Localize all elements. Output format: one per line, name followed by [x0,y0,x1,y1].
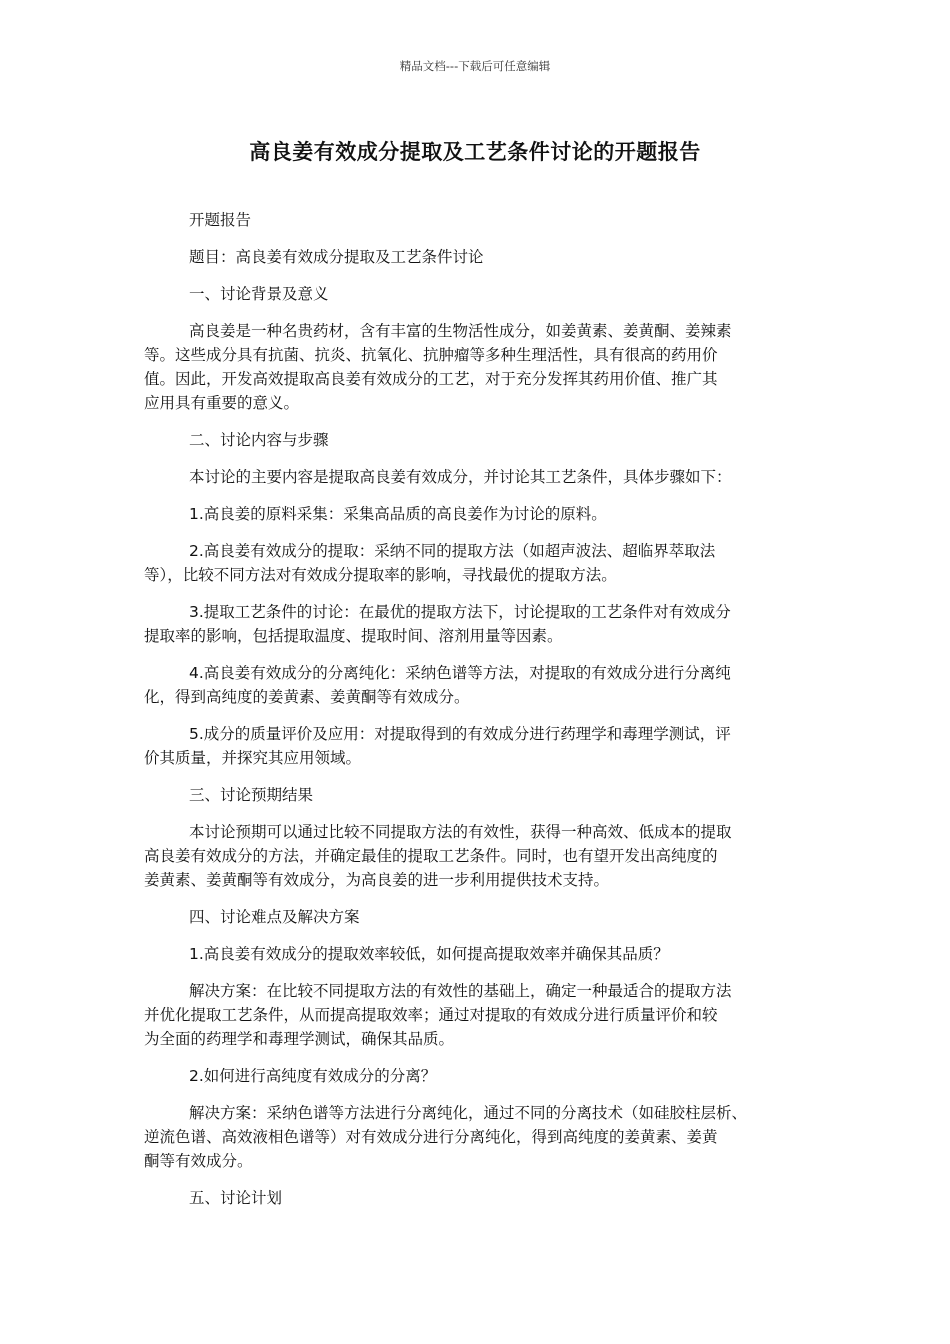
expected-results-paragraph: 本讨论预期可以通过比较不同提取方法的有效性，获得一种高效、低成本的提取 高良姜有效成分的方法，并确定最佳的提取工艺条件。同时，也有望开发出高纯度的 姜黄素、姜黄酮等有效成分，为高良姜的进一步利用提供技术支持。 [144,823,732,889]
difficulty-2-solution: 解决方案：采纳色谱等方法进行分离纯化，通过不同的分离技术（如硅胶柱层析、 逆流色谱、高效液相色谱等）对有效成分进行分离纯化，得到高纯度的姜黄素、姜黄 酮等有效成分。 [144,1104,748,1170]
section-heading-background: 一、讨论背景及意义 [189,285,329,303]
steps-intro-paragraph: 本讨论的主要内容是提取高良姜有效成分，并讨论其工艺条件，具体步骤如下： [189,468,732,486]
step-4-paragraph: 4.高良姜有效成分的分离纯化：采纳色谱等方法，对提取的有效成分进行分离纯 化，得到高纯度的姜黄素、姜黄酮等有效成分。 [144,664,731,706]
topic-line: 题目：高良姜有效成分提取及工艺条件讨论 [189,248,484,266]
step-2-paragraph: 2.高良姜有效成分的提取：采纳不同的提取方法（如超声波法、超临界萃取法 等），比较不同方法对有效成分提取率的影响，寻找最优的提取方法。 [144,542,716,584]
section-heading-expected-results: 三、讨论预期结果 [189,786,314,804]
report-label: 开题报告 [189,211,252,229]
section-heading-content-steps: 二、讨论内容与步骤 [189,431,329,449]
difficulty-1-solution: 解决方案：在比较不同提取方法的有效性的基础上，确定一种最适合的提取方法 并优化提取工艺条件，从而提高提取效率；通过对提取的有效成分进行质量评价和较 为全面的药理学和毒理学测试，确保其品质。 [144,982,732,1048]
background-paragraph: 高良姜是一种名贵药材，含有丰富的生物活性成分，如姜黄素、姜黄酮、姜辣素 等。这些成分具有抗菌、抗炎、抗氧化、抗肿瘤等多种生理活性，具有很高的药用价 值。因此，开发高效提取高良姜有效成分的工艺，对于充分发挥其药用价值、推广其 应用具有重要的意义。 [144,322,732,412]
step-3-paragraph: 3.提取工艺条件的讨论：在最优的提取方法下，讨论提取的工艺条件对有效成分 提取率的影响，包括提取温度、提取时间、溶剂用量等因素。 [144,603,731,645]
page-header-watermark: 精品文档---下载后可任意编辑 [399,59,551,73]
section-heading-difficulties: 四、讨论难点及解决方案 [189,908,360,926]
document-title: 高良姜有效成分提取及工艺条件讨论的开题报告 [249,140,701,164]
step-5-paragraph: 5.成分的质量评价及应用：对提取得到的有效成分进行药理学和毒理学测试，评 价其质量，并探究其应用领域。 [144,725,731,767]
section-heading-plan: 五、讨论计划 [189,1189,283,1207]
step-1-paragraph: 1.高良姜的原料采集：采集高品质的高良姜作为讨论的原料。 [189,505,607,523]
difficulty-2-question: 2.如何进行高纯度有效成分的分离？ [189,1067,437,1085]
difficulty-1-question: 1.高良姜有效成分的提取效率较低，如何提高提取效率并确保其品质？ [189,945,669,963]
document-body [144,208,810,1210]
